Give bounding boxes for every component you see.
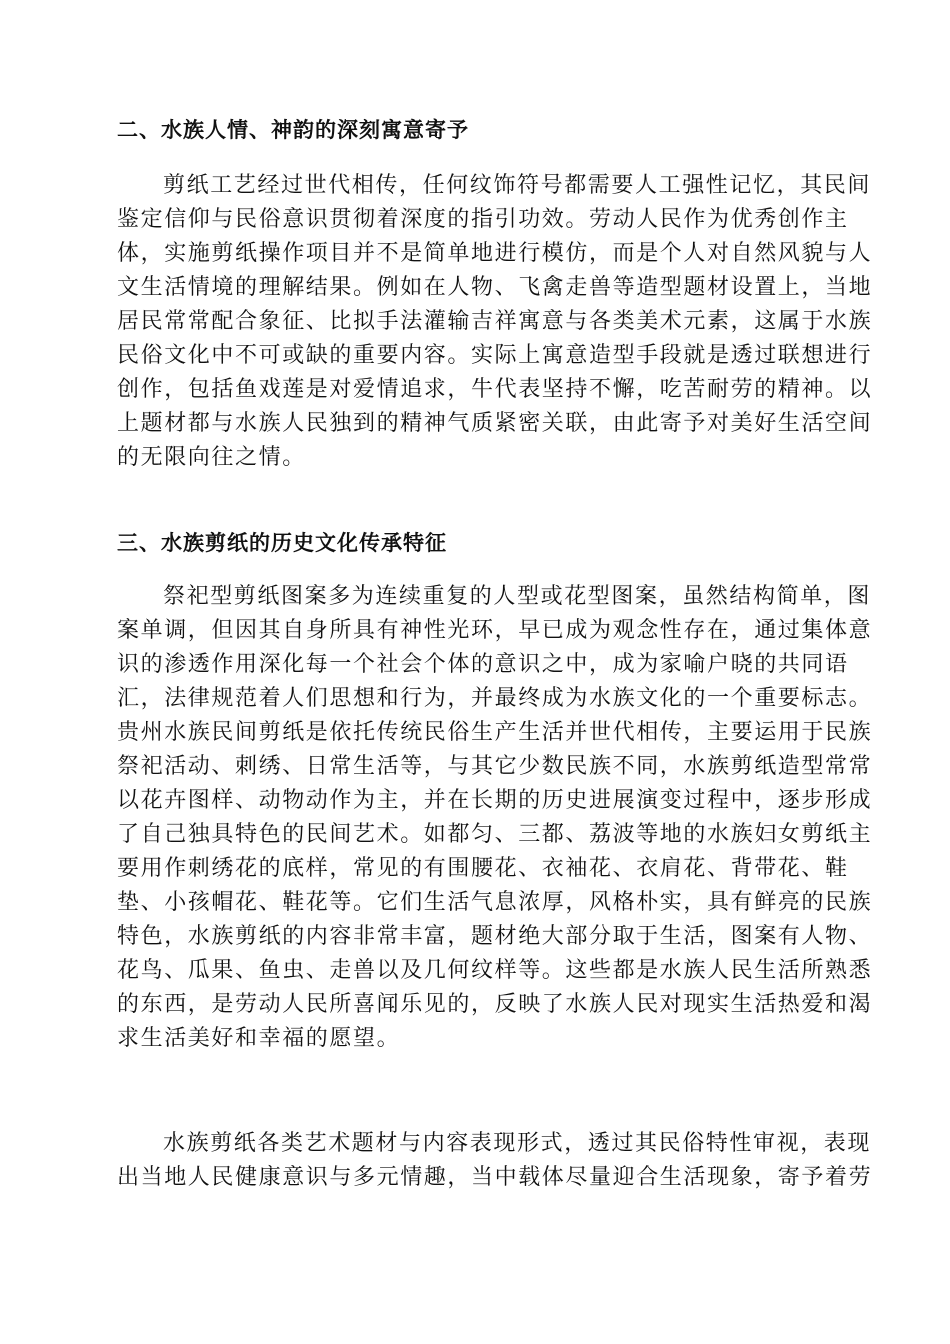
paragraph-line: 剪纸工艺经过世代相传，任何纹饰符号都需要人工强性记忆，其民间	[163, 173, 872, 198]
paragraph-line: 的无限向往之情。	[117, 445, 306, 470]
paragraph-line: 特色，水族剪纸的内容非常丰富，题材绝大部分取于生活，图案有人物、	[117, 924, 873, 949]
paragraph-line: 贵州水族民间剪纸是依托传统民俗生产生活并世代相传，主要运用于民族	[117, 720, 873, 745]
paragraph-line: 了自己独具特色的民间艺术。如都匀、三都、荔波等地的水族妇女剪纸主	[117, 822, 873, 847]
paragraph-line: 以花卉图样、动物动作为主，并在长期的历史进展演变过程中，逐步形成	[117, 788, 873, 813]
paragraph-line: 创作，包括鱼戏莲是对爱情追求，牛代表坚持不懈，吃苦耐劳的精神。以	[117, 377, 873, 402]
section-3-heading: 三、水族剪纸的历史文化传承特征	[117, 531, 447, 555]
section-3-paragraph-1	[117, 580, 873, 1056]
paragraph-line: 水族剪纸各类艺术题材与内容表现形式，透过其民俗特性审视，表现	[163, 1131, 872, 1156]
paragraph-line: 花鸟、瓜果、鱼虫、走兽以及几何纹样等。这些都是水族人民生活所熟悉	[117, 958, 873, 983]
paragraph-line: 汇，法律规范着人们思想和行为，并最终成为水族文化的一个重要标志。	[117, 686, 873, 711]
paragraph-line: 文生活情境的理解结果。例如在人物、飞禽走兽等造型题材设置上，当地	[117, 275, 873, 300]
paragraph-line: 居民常常配合象征、比拟手法灌输吉祥寓意与各类美术元素，这属于水族	[117, 309, 873, 334]
section-3-paragraph-2	[117, 1127, 873, 1195]
paragraph-line: 体，实施剪纸操作项目并不是简单地进行模仿，而是个人对自然风貌与人	[117, 241, 873, 266]
paragraph-line: 求生活美好和幸福的愿望。	[117, 1026, 401, 1051]
paragraph-line: 民俗文化中不可或缺的重要内容。实际上寓意造型手段就是透过联想进行	[117, 343, 873, 368]
section-2-paragraph-1	[117, 169, 873, 475]
paragraph-line: 祭祀活动、刺绣、日常生活等，与其它少数民族不同，水族剪纸造型常常	[117, 754, 873, 779]
paragraph-line: 的东西，是劳动人民所喜闻乐见的，反映了水族人民对现实生活热爱和渴	[117, 992, 873, 1017]
paragraph-line: 上题材都与水族人民独到的精神气质紧密关联，由此寄予对美好生活空间	[117, 411, 873, 436]
paragraph-line: 祭祀型剪纸图案多为连续重复的人型或花型图案，虽然结构简单，图	[163, 584, 872, 609]
paragraph-line: 案单调，但因其自身所具有神性光环，早已成为观念性存在，通过集体意	[117, 618, 873, 643]
paragraph-line: 垫、小孩帽花、鞋花等。它们生活气息浓厚，风格朴实，具有鲜亮的民族	[117, 890, 873, 915]
paragraph-line: 鉴定信仰与民俗意识贯彻着深度的指引功效。劳动人民作为优秀创作主	[117, 207, 849, 232]
section-2-heading: 二、水族人情、神韵的深刻寓意寄予	[117, 118, 469, 142]
paragraph-line: 识的渗透作用深化每一个社会个体的意识之中，成为家喻户晓的共同语	[117, 652, 849, 677]
paragraph-line: 要用作刺绣花的底样，常见的有围腰花、衣袖花、衣肩花、背带花、鞋	[117, 856, 849, 881]
paragraph-line: 出当地人民健康意识与多元情趣，当中载体尽量迎合生活现象，寄予着劳	[117, 1165, 873, 1190]
